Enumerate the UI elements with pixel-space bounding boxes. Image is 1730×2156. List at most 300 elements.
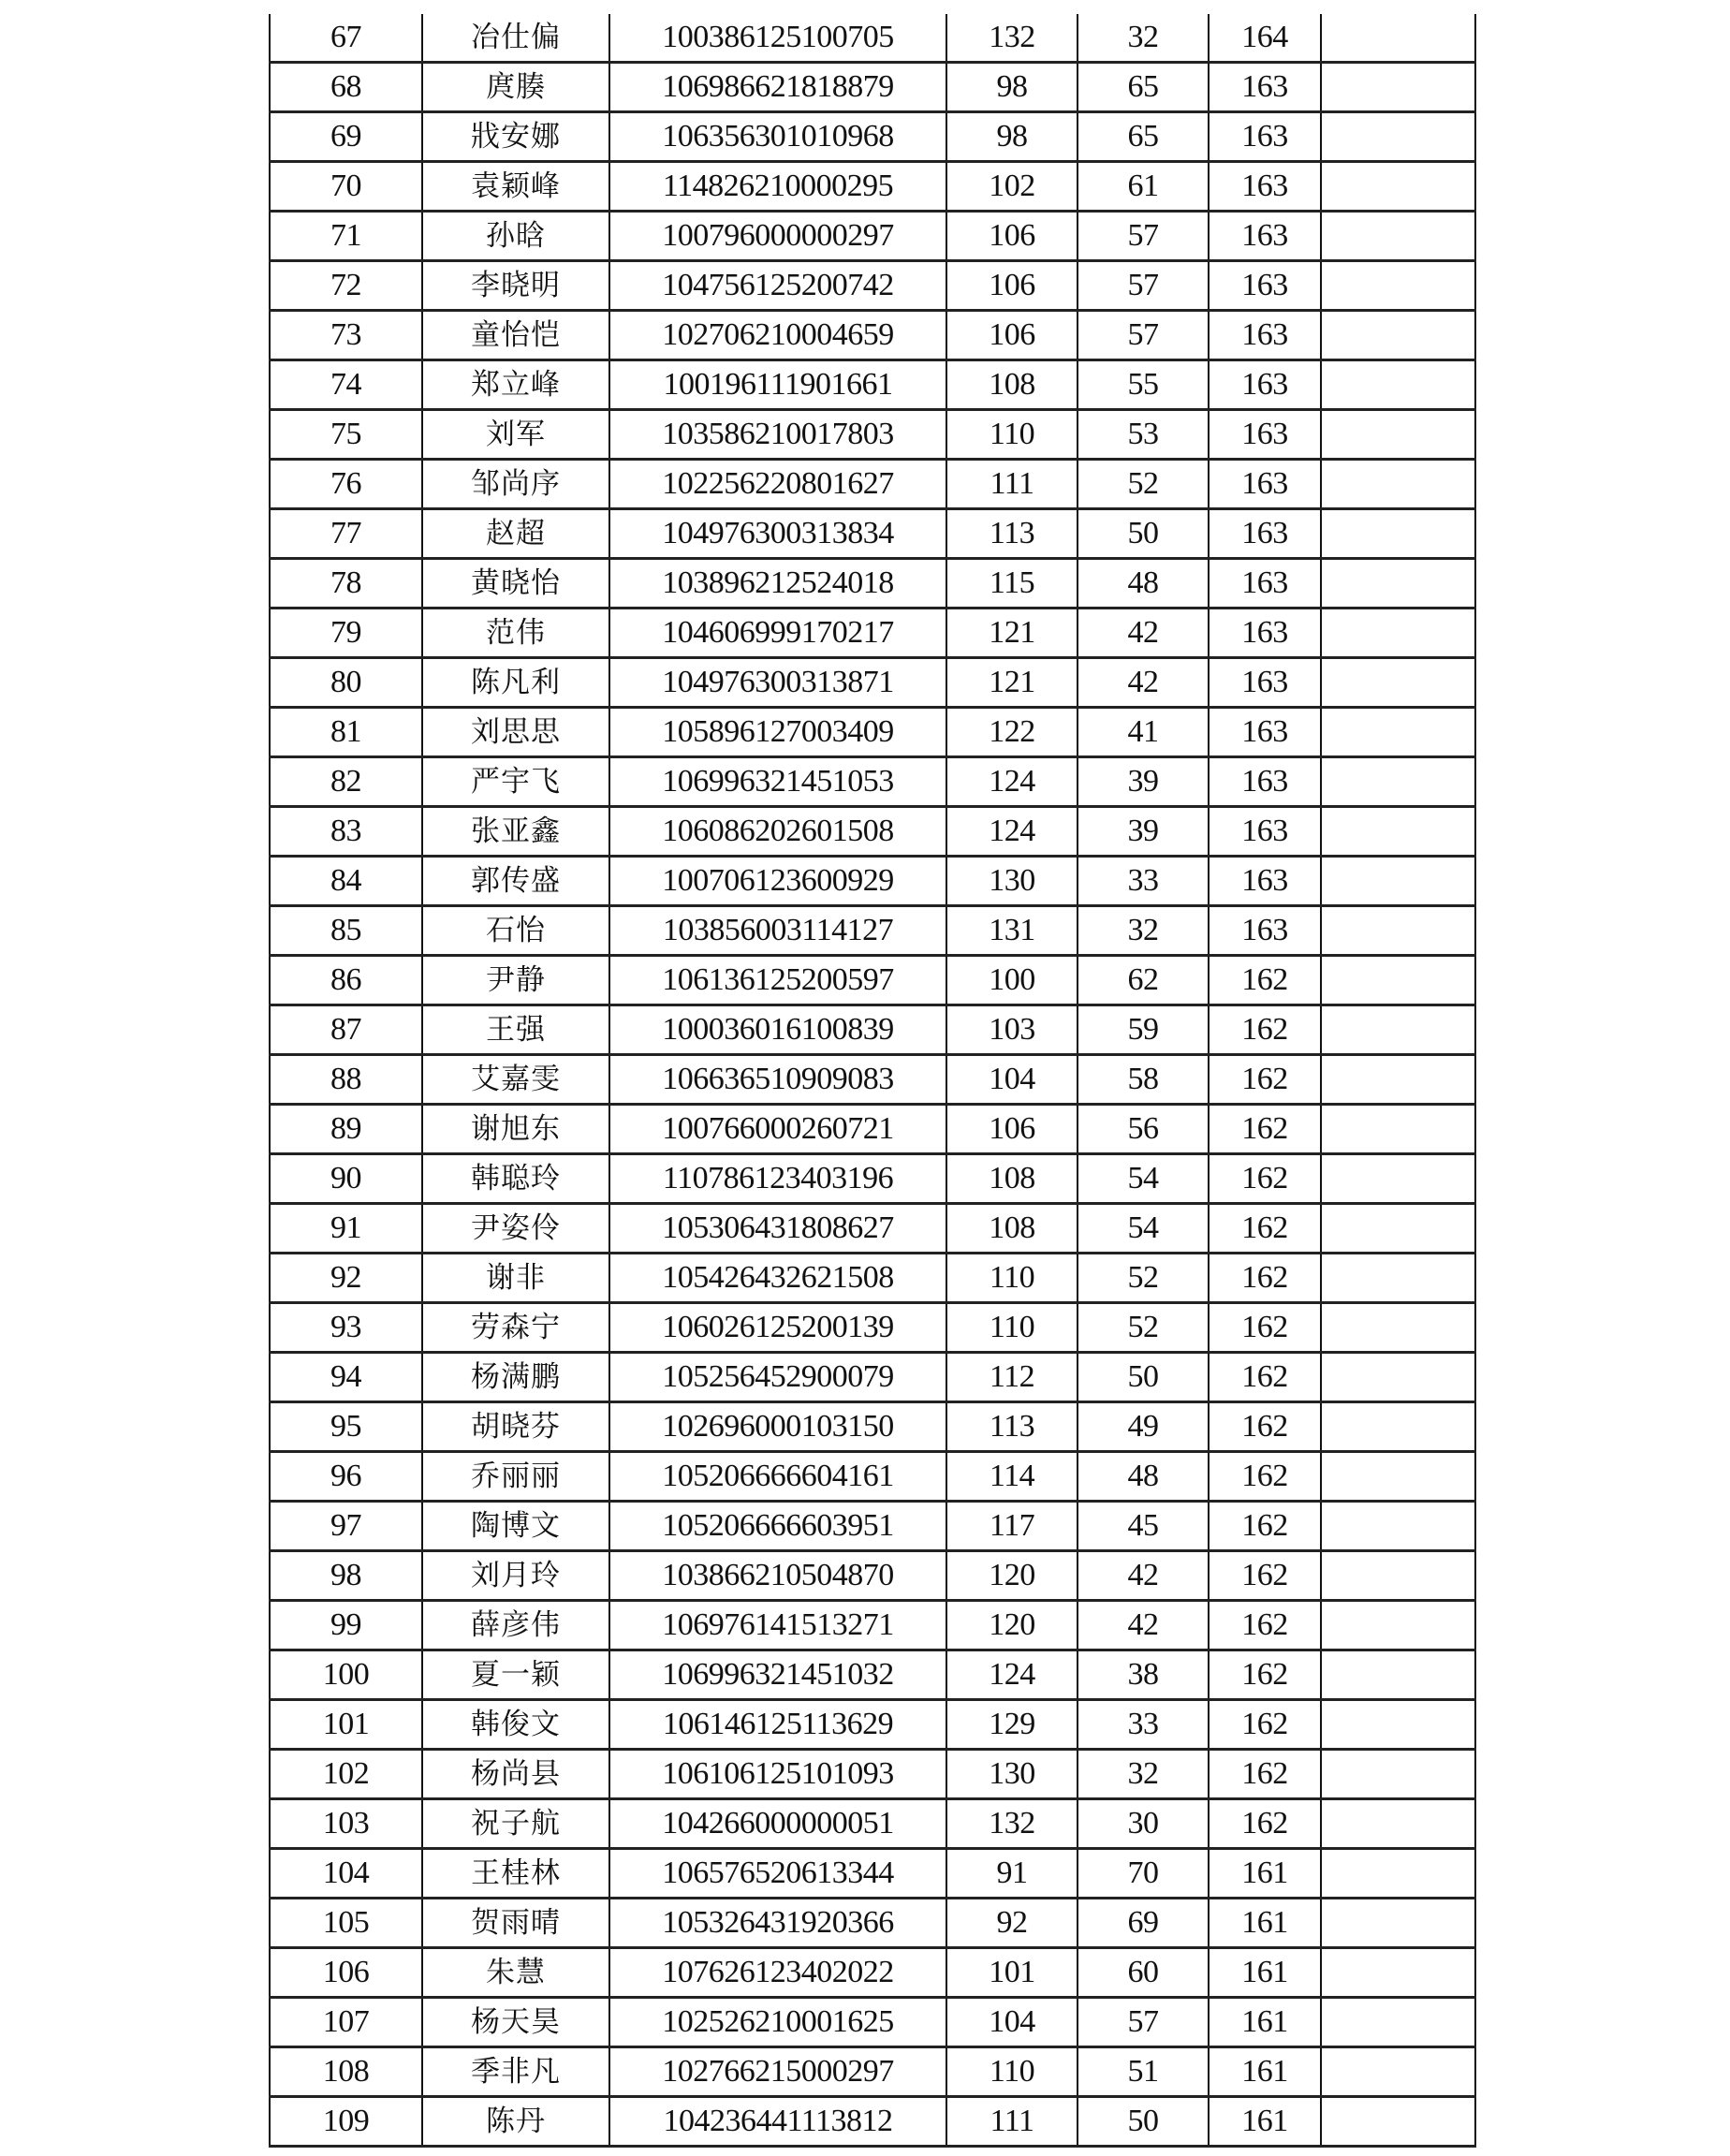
score-one-cell: 120 <box>946 1551 1078 1601</box>
table-row <box>270 212 1475 261</box>
name-cell: 张亚鑫 <box>422 807 609 857</box>
score-two-cell: 54 <box>1078 1204 1209 1254</box>
name-cell: 冶仕偏 <box>422 14 609 63</box>
candidate-id-cell: 105426432621508 <box>609 1254 946 1303</box>
name-cell: 薛彦伟 <box>422 1601 609 1650</box>
row-index-cell: 71 <box>270 212 422 261</box>
total-score-cell: 162 <box>1209 1601 1321 1650</box>
total-score-cell: 162 <box>1209 956 1321 1005</box>
score-one-cell: 122 <box>946 708 1078 757</box>
candidate-id-cell: 100706123600929 <box>609 857 946 906</box>
name-cell: 陈丹 <box>422 2097 609 2147</box>
total-score-cell: 162 <box>1209 1799 1321 1849</box>
table-row <box>270 1750 1475 1799</box>
candidate-id-cell: 106356301010968 <box>609 112 946 162</box>
table-row <box>270 1601 1475 1650</box>
score-one-cell: 106 <box>946 212 1078 261</box>
candidate-id-cell: 106086202601508 <box>609 807 946 857</box>
row-index-cell: 69 <box>270 112 422 162</box>
row-index-cell: 83 <box>270 807 422 857</box>
candidate-id-cell: 105256452900079 <box>609 1353 946 1402</box>
row-index-cell: 92 <box>270 1254 422 1303</box>
table-row <box>270 1452 1475 1502</box>
total-score-cell: 163 <box>1209 63 1321 112</box>
score-one-cell: 92 <box>946 1899 1078 1948</box>
score-one-cell: 114 <box>946 1452 1078 1502</box>
table-row <box>270 1105 1475 1154</box>
row-index-cell: 68 <box>270 63 422 112</box>
note-cell <box>1321 2097 1475 2147</box>
candidate-id-cell: 104266000000051 <box>609 1799 946 1849</box>
table-row <box>270 162 1475 212</box>
table-row <box>270 708 1475 757</box>
total-score-cell: 163 <box>1209 509 1321 559</box>
candidate-id-cell: 100386125100705 <box>609 14 946 63</box>
note-cell <box>1321 1998 1475 2047</box>
score-one-cell: 103 <box>946 1005 1078 1055</box>
note-cell <box>1321 1005 1475 1055</box>
score-two-cell: 50 <box>1078 509 1209 559</box>
row-index-cell: 101 <box>270 1700 422 1750</box>
row-index-cell: 100 <box>270 1650 422 1700</box>
table-row <box>270 559 1475 609</box>
score-two-cell: 48 <box>1078 559 1209 609</box>
total-score-cell: 162 <box>1209 1452 1321 1502</box>
score-one-cell: 91 <box>946 1849 1078 1899</box>
note-cell <box>1321 757 1475 807</box>
note-cell <box>1321 1799 1475 1849</box>
name-cell: 袁颖峰 <box>422 162 609 212</box>
note-cell <box>1321 1899 1475 1948</box>
score-two-cell: 52 <box>1078 1303 1209 1353</box>
row-index-cell: 94 <box>270 1353 422 1402</box>
name-cell: 赵超 <box>422 509 609 559</box>
score-two-cell: 50 <box>1078 2097 1209 2147</box>
score-two-cell: 50 <box>1078 1353 1209 1402</box>
table-row <box>270 1005 1475 1055</box>
total-score-cell: 163 <box>1209 410 1321 460</box>
name-cell: 杨天昊 <box>422 1998 609 2047</box>
note-cell <box>1321 14 1475 63</box>
table-row <box>270 1402 1475 1452</box>
row-index-cell: 108 <box>270 2047 422 2097</box>
table-row <box>270 1700 1475 1750</box>
total-score-cell: 161 <box>1209 1998 1321 2047</box>
table-row <box>270 658 1475 708</box>
row-index-cell: 106 <box>270 1948 422 1998</box>
score-one-cell: 111 <box>946 2097 1078 2147</box>
name-cell: 劳森宁 <box>422 1303 609 1353</box>
score-one-cell: 108 <box>946 1204 1078 1254</box>
note-cell <box>1321 1105 1475 1154</box>
note-cell <box>1321 609 1475 658</box>
score-one-cell: 108 <box>946 1154 1078 1204</box>
row-index-cell: 102 <box>270 1750 422 1799</box>
table-row <box>270 261 1475 311</box>
score-one-cell: 120 <box>946 1601 1078 1650</box>
total-score-cell: 162 <box>1209 1105 1321 1154</box>
note-cell <box>1321 1402 1475 1452</box>
note-cell <box>1321 360 1475 410</box>
score-two-cell: 61 <box>1078 162 1209 212</box>
note-cell <box>1321 509 1475 559</box>
score-one-cell: 106 <box>946 1105 1078 1154</box>
score-two-cell: 41 <box>1078 708 1209 757</box>
candidate-id-cell: 102766215000297 <box>609 2047 946 2097</box>
score-one-cell: 110 <box>946 1303 1078 1353</box>
score-one-cell: 117 <box>946 1502 1078 1551</box>
table-row <box>270 1650 1475 1700</box>
score-two-cell: 32 <box>1078 14 1209 63</box>
name-cell: 夏一颖 <box>422 1650 609 1700</box>
score-two-cell: 70 <box>1078 1849 1209 1899</box>
name-cell: 严宇飞 <box>422 757 609 807</box>
candidate-id-cell: 104976300313871 <box>609 658 946 708</box>
total-score-cell: 161 <box>1209 1948 1321 1998</box>
score-one-cell: 129 <box>946 1700 1078 1750</box>
total-score-cell: 161 <box>1209 2047 1321 2097</box>
table-row <box>270 1849 1475 1899</box>
candidate-id-cell: 100796000000297 <box>609 212 946 261</box>
table-row <box>270 956 1475 1005</box>
note-cell <box>1321 162 1475 212</box>
name-cell: 尹姿伶 <box>422 1204 609 1254</box>
score-two-cell: 33 <box>1078 1700 1209 1750</box>
table-row <box>270 1154 1475 1204</box>
total-score-cell: 163 <box>1209 261 1321 311</box>
row-index-cell: 90 <box>270 1154 422 1204</box>
score-one-cell: 111 <box>946 460 1078 509</box>
name-cell: 艾嘉雯 <box>422 1055 609 1105</box>
score-two-cell: 38 <box>1078 1650 1209 1700</box>
name-cell: 刘月玲 <box>422 1551 609 1601</box>
name-cell: 孙晗 <box>422 212 609 261</box>
candidate-id-cell: 106576520613344 <box>609 1849 946 1899</box>
score-one-cell: 100 <box>946 956 1078 1005</box>
row-index-cell: 104 <box>270 1849 422 1899</box>
score-two-cell: 57 <box>1078 212 1209 261</box>
table-row <box>270 14 1475 63</box>
row-index-cell: 98 <box>270 1551 422 1601</box>
table-row <box>270 1055 1475 1105</box>
note-cell <box>1321 1452 1475 1502</box>
note-cell <box>1321 1700 1475 1750</box>
candidate-id-cell: 105206666604161 <box>609 1452 946 1502</box>
table-row <box>270 1899 1475 1948</box>
note-cell <box>1321 559 1475 609</box>
row-index-cell: 76 <box>270 460 422 509</box>
score-two-cell: 54 <box>1078 1154 1209 1204</box>
total-score-cell: 161 <box>1209 1899 1321 1948</box>
row-index-cell: 72 <box>270 261 422 311</box>
name-cell: 黄晓怡 <box>422 559 609 609</box>
score-two-cell: 57 <box>1078 261 1209 311</box>
row-index-cell: 91 <box>270 1204 422 1254</box>
table-row <box>270 1254 1475 1303</box>
score-two-cell: 59 <box>1078 1005 1209 1055</box>
note-cell <box>1321 857 1475 906</box>
table-row <box>270 1799 1475 1849</box>
row-index-cell: 85 <box>270 906 422 956</box>
candidate-id-cell: 105326431920366 <box>609 1899 946 1948</box>
note-cell <box>1321 1502 1475 1551</box>
score-two-cell: 69 <box>1078 1899 1209 1948</box>
name-cell: 乔丽丽 <box>422 1452 609 1502</box>
row-index-cell: 105 <box>270 1899 422 1948</box>
table-row <box>270 1998 1475 2047</box>
row-index-cell: 95 <box>270 1402 422 1452</box>
total-score-cell: 163 <box>1209 460 1321 509</box>
score-two-cell: 52 <box>1078 460 1209 509</box>
table-row <box>270 1303 1475 1353</box>
note-cell <box>1321 1601 1475 1650</box>
table-row <box>270 311 1475 360</box>
score-two-cell: 42 <box>1078 609 1209 658</box>
name-cell: 韩俊文 <box>422 1700 609 1750</box>
row-index-cell: 109 <box>270 2097 422 2147</box>
total-score-cell: 163 <box>1209 906 1321 956</box>
name-cell: 杨满鹏 <box>422 1353 609 1402</box>
score-one-cell: 112 <box>946 1353 1078 1402</box>
total-score-cell: 162 <box>1209 1650 1321 1700</box>
row-index-cell: 80 <box>270 658 422 708</box>
score-one-cell: 130 <box>946 1750 1078 1799</box>
row-index-cell: 79 <box>270 609 422 658</box>
note-cell <box>1321 807 1475 857</box>
candidate-id-cell: 100766000260721 <box>609 1105 946 1154</box>
table-row <box>270 360 1475 410</box>
candidate-id-cell: 106636510909083 <box>609 1055 946 1105</box>
score-one-cell: 108 <box>946 360 1078 410</box>
total-score-cell: 163 <box>1209 360 1321 410</box>
score-two-cell: 56 <box>1078 1105 1209 1154</box>
table-row <box>270 63 1475 112</box>
score-one-cell: 110 <box>946 410 1078 460</box>
row-index-cell: 107 <box>270 1998 422 2047</box>
total-score-cell: 163 <box>1209 658 1321 708</box>
score-two-cell: 39 <box>1078 807 1209 857</box>
table-row <box>270 1353 1475 1402</box>
name-cell: 谢旭东 <box>422 1105 609 1154</box>
note-cell <box>1321 410 1475 460</box>
score-two-cell: 48 <box>1078 1452 1209 1502</box>
score-two-cell: 60 <box>1078 1948 1209 1998</box>
score-one-cell: 102 <box>946 162 1078 212</box>
name-cell: 王桂林 <box>422 1849 609 1899</box>
score-two-cell: 45 <box>1078 1502 1209 1551</box>
total-score-cell: 162 <box>1209 1551 1321 1601</box>
note-cell <box>1321 460 1475 509</box>
candidate-id-cell: 106136125200597 <box>609 956 946 1005</box>
score-one-cell: 104 <box>946 1998 1078 2047</box>
note-cell <box>1321 1254 1475 1303</box>
score-two-cell: 42 <box>1078 1601 1209 1650</box>
table-row <box>270 1948 1475 1998</box>
total-score-cell: 163 <box>1209 857 1321 906</box>
score-two-cell: 39 <box>1078 757 1209 807</box>
total-score-cell: 162 <box>1209 1502 1321 1551</box>
candidate-id-cell: 106976141513271 <box>609 1601 946 1650</box>
candidate-id-cell: 100036016100839 <box>609 1005 946 1055</box>
name-cell: 王强 <box>422 1005 609 1055</box>
table-row <box>270 1502 1475 1551</box>
name-cell: 童怡恺 <box>422 311 609 360</box>
name-cell: 郭传盛 <box>422 857 609 906</box>
candidate-id-cell: 104976300313834 <box>609 509 946 559</box>
total-score-cell: 161 <box>1209 1849 1321 1899</box>
candidate-id-cell: 104606999170217 <box>609 609 946 658</box>
score-one-cell: 101 <box>946 1948 1078 1998</box>
score-two-cell: 33 <box>1078 857 1209 906</box>
score-one-cell: 104 <box>946 1055 1078 1105</box>
note-cell <box>1321 1849 1475 1899</box>
total-score-cell: 162 <box>1209 1055 1321 1105</box>
note-cell <box>1321 1353 1475 1402</box>
total-score-cell: 162 <box>1209 1154 1321 1204</box>
row-index-cell: 67 <box>270 14 422 63</box>
note-cell <box>1321 1650 1475 1700</box>
total-score-cell: 162 <box>1209 1700 1321 1750</box>
name-cell: 祝子航 <box>422 1799 609 1849</box>
note-cell <box>1321 1750 1475 1799</box>
total-score-cell: 163 <box>1209 609 1321 658</box>
total-score-cell: 163 <box>1209 162 1321 212</box>
note-cell <box>1321 261 1475 311</box>
note-cell <box>1321 658 1475 708</box>
row-index-cell: 103 <box>270 1799 422 1849</box>
score-one-cell: 121 <box>946 609 1078 658</box>
total-score-cell: 164 <box>1209 14 1321 63</box>
candidate-id-cell: 106146125113629 <box>609 1700 946 1750</box>
total-score-cell: 163 <box>1209 311 1321 360</box>
name-cell: 刘军 <box>422 410 609 460</box>
total-score-cell: 162 <box>1209 1750 1321 1799</box>
table-row <box>270 857 1475 906</box>
candidate-id-cell: 103866210504870 <box>609 1551 946 1601</box>
note-cell <box>1321 906 1475 956</box>
score-two-cell: 58 <box>1078 1055 1209 1105</box>
total-score-cell: 162 <box>1209 1402 1321 1452</box>
score-one-cell: 110 <box>946 2047 1078 2097</box>
row-index-cell: 97 <box>270 1502 422 1551</box>
total-score-cell: 163 <box>1209 807 1321 857</box>
total-score-cell: 163 <box>1209 708 1321 757</box>
score-two-cell: 52 <box>1078 1254 1209 1303</box>
table-row <box>270 509 1475 559</box>
row-index-cell: 99 <box>270 1601 422 1650</box>
table-row <box>270 1204 1475 1254</box>
row-index-cell: 73 <box>270 311 422 360</box>
name-cell: 庹腠 <box>422 63 609 112</box>
score-two-cell: 32 <box>1078 906 1209 956</box>
score-one-cell: 121 <box>946 658 1078 708</box>
table-row <box>270 609 1475 658</box>
table-row <box>270 112 1475 162</box>
row-index-cell: 81 <box>270 708 422 757</box>
score-two-cell: 65 <box>1078 112 1209 162</box>
score-one-cell: 98 <box>946 63 1078 112</box>
score-two-cell: 53 <box>1078 410 1209 460</box>
note-cell <box>1321 112 1475 162</box>
note-cell <box>1321 1055 1475 1105</box>
score-two-cell: 49 <box>1078 1402 1209 1452</box>
candidate-id-cell: 110786123403196 <box>609 1154 946 1204</box>
score-two-cell: 57 <box>1078 311 1209 360</box>
name-cell: 戕安娜 <box>422 112 609 162</box>
row-index-cell: 93 <box>270 1303 422 1353</box>
table-row <box>270 410 1475 460</box>
note-cell <box>1321 1948 1475 1998</box>
name-cell: 尹静 <box>422 956 609 1005</box>
name-cell: 邹尚序 <box>422 460 609 509</box>
score-one-cell: 106 <box>946 311 1078 360</box>
row-index-cell: 96 <box>270 1452 422 1502</box>
candidate-id-cell: 102696000103150 <box>609 1402 946 1452</box>
candidate-id-cell: 106106125101093 <box>609 1750 946 1799</box>
name-cell: 季非凡 <box>422 2047 609 2097</box>
score-one-cell: 132 <box>946 14 1078 63</box>
score-table <box>269 14 1476 2148</box>
score-two-cell: 57 <box>1078 1998 1209 2047</box>
score-one-cell: 113 <box>946 1402 1078 1452</box>
table-row <box>270 2047 1475 2097</box>
table-row <box>270 2097 1475 2147</box>
note-cell <box>1321 956 1475 1005</box>
candidate-id-cell: 103856003114127 <box>609 906 946 956</box>
total-score-cell: 162 <box>1209 1303 1321 1353</box>
candidate-id-cell: 102256220801627 <box>609 460 946 509</box>
candidate-id-cell: 114826210000295 <box>609 162 946 212</box>
score-two-cell: 65 <box>1078 63 1209 112</box>
score-two-cell: 32 <box>1078 1750 1209 1799</box>
candidate-id-cell: 104236441113812 <box>609 2097 946 2147</box>
name-cell: 范伟 <box>422 609 609 658</box>
name-cell: 韩聪玲 <box>422 1154 609 1204</box>
score-two-cell: 55 <box>1078 360 1209 410</box>
total-score-cell: 162 <box>1209 1005 1321 1055</box>
total-score-cell: 163 <box>1209 212 1321 261</box>
score-two-cell: 42 <box>1078 1551 1209 1601</box>
note-cell <box>1321 311 1475 360</box>
row-index-cell: 89 <box>270 1105 422 1154</box>
note-cell <box>1321 1154 1475 1204</box>
score-two-cell: 30 <box>1078 1799 1209 1849</box>
candidate-id-cell: 102526210001625 <box>609 1998 946 2047</box>
table-row <box>270 757 1475 807</box>
score-two-cell: 42 <box>1078 658 1209 708</box>
total-score-cell: 163 <box>1209 757 1321 807</box>
note-cell <box>1321 1303 1475 1353</box>
candidate-id-cell: 104756125200742 <box>609 261 946 311</box>
total-score-cell: 162 <box>1209 1353 1321 1402</box>
score-one-cell: 132 <box>946 1799 1078 1849</box>
table-row <box>270 807 1475 857</box>
candidate-id-cell: 103896212524018 <box>609 559 946 609</box>
row-index-cell: 70 <box>270 162 422 212</box>
name-cell: 胡晓芬 <box>422 1402 609 1452</box>
row-index-cell: 88 <box>270 1055 422 1105</box>
candidate-id-cell: 100196111901661 <box>609 360 946 410</box>
total-score-cell: 161 <box>1209 2097 1321 2147</box>
note-cell <box>1321 2047 1475 2097</box>
total-score-cell: 163 <box>1209 112 1321 162</box>
row-index-cell: 77 <box>270 509 422 559</box>
candidate-id-cell: 107626123402022 <box>609 1948 946 1998</box>
name-cell: 石怡 <box>422 906 609 956</box>
note-cell <box>1321 1204 1475 1254</box>
total-score-cell: 162 <box>1209 1204 1321 1254</box>
candidate-id-cell: 106986621818879 <box>609 63 946 112</box>
